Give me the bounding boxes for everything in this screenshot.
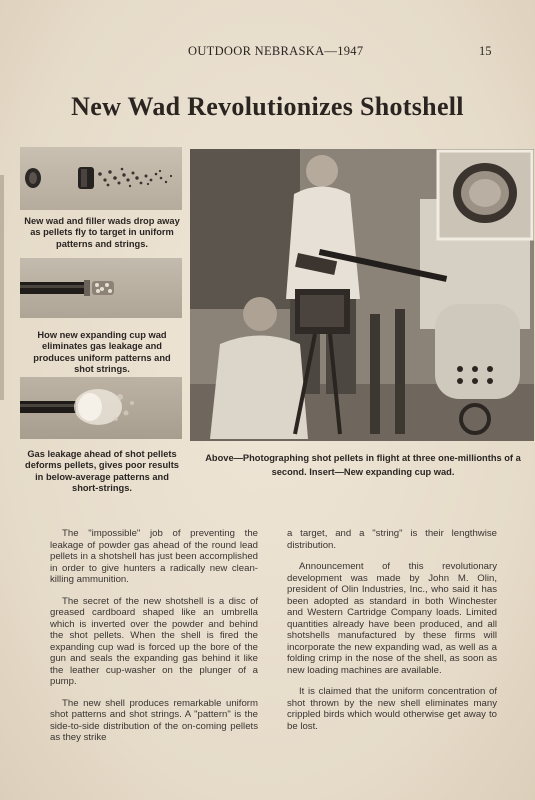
barrel-illustration	[20, 258, 182, 318]
pellets-illustration	[20, 147, 182, 210]
paragraph: a target, and a "string" is their lengthwise distribution.	[287, 528, 497, 551]
page-number: 15	[479, 44, 492, 58]
paragraph: The new shell produces remarkable uniform shot patterns and shot strings. A "pattern" is the side-to-side distribution of the on-coming pellets as they strike	[50, 697, 258, 743]
paragraph: Announcement of this revolutionary development was made by John M. Olin, president of Olin Industries, Inc., who said it has been adopted as standard in both Winchester and Western Cartridge Company loads. Limited quantities already have been produced, and all shotshells manufactured by these firms will incorporate the new expanding wad, as well as a folding crimp in the nose of the shell, as soon as new loading machines are available.	[287, 561, 497, 676]
main-photo-caption: Above—Photographing shot pellets in flight at three one-millionths of a second. Insert—New expanding cup wad.	[205, 453, 521, 477]
photo3-caption: Gas leakage ahead of shot pellets deforms pellets, gives poor results in below-average patterns and short-strings.	[25, 449, 179, 494]
publication-name: OUTDOOR NEBRASKA—1947	[188, 44, 364, 58]
gas-leakage-photo	[20, 377, 182, 439]
page-edge-shadow	[0, 175, 4, 400]
left-text-column	[50, 528, 258, 754]
photographers-illustration	[190, 149, 534, 441]
main-photograph	[190, 149, 534, 441]
paragraph: The secret of the new shotshell is a disc of greased cardboard shaped like an umbrella which is inverted over the powder and behind the shot pellets. When the shell is fired the expanding cup wad is forced up the bore of the gun and seals the expanding gas behind it like the leather cup-washer on the plunger of a pump.	[50, 595, 258, 687]
page-header	[0, 44, 535, 60]
photo1-caption: New wad and filler wads drop away as pellets fly to target in uniform patterns and strings.	[24, 216, 180, 249]
paragraph: The "impossible" job of preventing the leakage of powder gas ahead of the round lead pellets in a shotshell has just been accomplished in order to give hunters a radically new clean-killing ammunition.	[50, 528, 258, 585]
cup-wad-photo	[20, 258, 182, 318]
right-text-column	[287, 528, 497, 742]
photo2-caption: How new expanding cup wad eliminates gas leakage and produces uniform patterns and shot strings.	[33, 330, 171, 375]
paragraph: It is claimed that the uniform concentration of shot thrown by the new shell eliminates many crippled birds which would otherwise get away to be lost.	[287, 686, 497, 732]
wad-drop-photo	[20, 147, 182, 210]
gas-leakage-illustration	[20, 377, 182, 439]
article-title: New Wad Revolutionizes Shotshell	[71, 92, 464, 121]
